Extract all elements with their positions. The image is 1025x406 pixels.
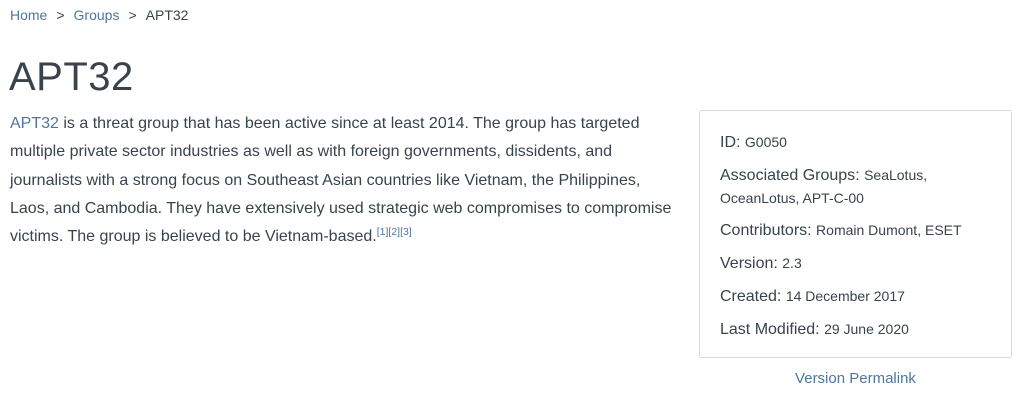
breadcrumb-current: APT32	[145, 7, 189, 23]
breadcrumb-separator: >	[56, 7, 65, 23]
associated-groups-value: SeaLotus, OceanLotus, APT-C-00	[720, 167, 928, 206]
created-value: 14 December 2017	[785, 288, 905, 304]
associated-groups-label: Associated Groups	[720, 167, 856, 184]
associated-groups-row: Associated Groups: SeaLotus, OceanLotus, APT-C-00	[720, 167, 928, 206]
citation-2-link[interactable]: [2]	[388, 226, 401, 239]
last-modified-label: Last Modified	[720, 321, 816, 338]
created-row: Created: 14 December 2017	[720, 288, 905, 305]
version-permalink-link[interactable]: Version Permalink	[795, 370, 916, 387]
id-row: ID: G0050	[720, 134, 787, 151]
last-modified-row: Last Modified: 29 June 2020	[720, 321, 909, 338]
description-body: is a threat group that has been active since at least 2014. The group has targeted multiple private sector industries as well as with foreign governments, dissidents, and journalists with a strong focus on Southeast Asian countries like Vietnam, the Philippines, Laos, and Cambodia. They have extensively used strategic web compromises to compromise victims. The group is believed to be Vietnam-based.	[10, 115, 672, 246]
version-value: 2.3	[782, 255, 802, 271]
last-modified-value: 29 June 2020	[824, 321, 909, 337]
id-value: G0050	[744, 134, 787, 150]
version-label: Version	[720, 255, 774, 272]
page-title: APT32	[9, 55, 134, 99]
contributors-label: Contributors	[720, 222, 808, 239]
citation-1-link[interactable]: [1]	[376, 226, 389, 239]
breadcrumb-groups-link[interactable]: Groups	[73, 7, 120, 23]
group-name-link[interactable]: APT32	[10, 115, 59, 132]
contributors-value: Romain Dumont, ESET	[816, 222, 962, 238]
contributors-row: Contributors: Romain Dumont, ESET	[720, 222, 962, 239]
citation-3-link[interactable]: [3]	[400, 226, 412, 239]
breadcrumb	[10, 6, 188, 24]
group-description	[10, 110, 680, 251]
breadcrumb-home-link[interactable]: Home	[10, 7, 48, 23]
created-label: Created	[720, 288, 777, 305]
info-card	[699, 110, 1012, 358]
citations	[377, 226, 412, 238]
breadcrumb-separator: >	[128, 7, 137, 23]
id-label: ID	[720, 134, 736, 151]
version-row: Version: 2.3	[720, 255, 802, 272]
